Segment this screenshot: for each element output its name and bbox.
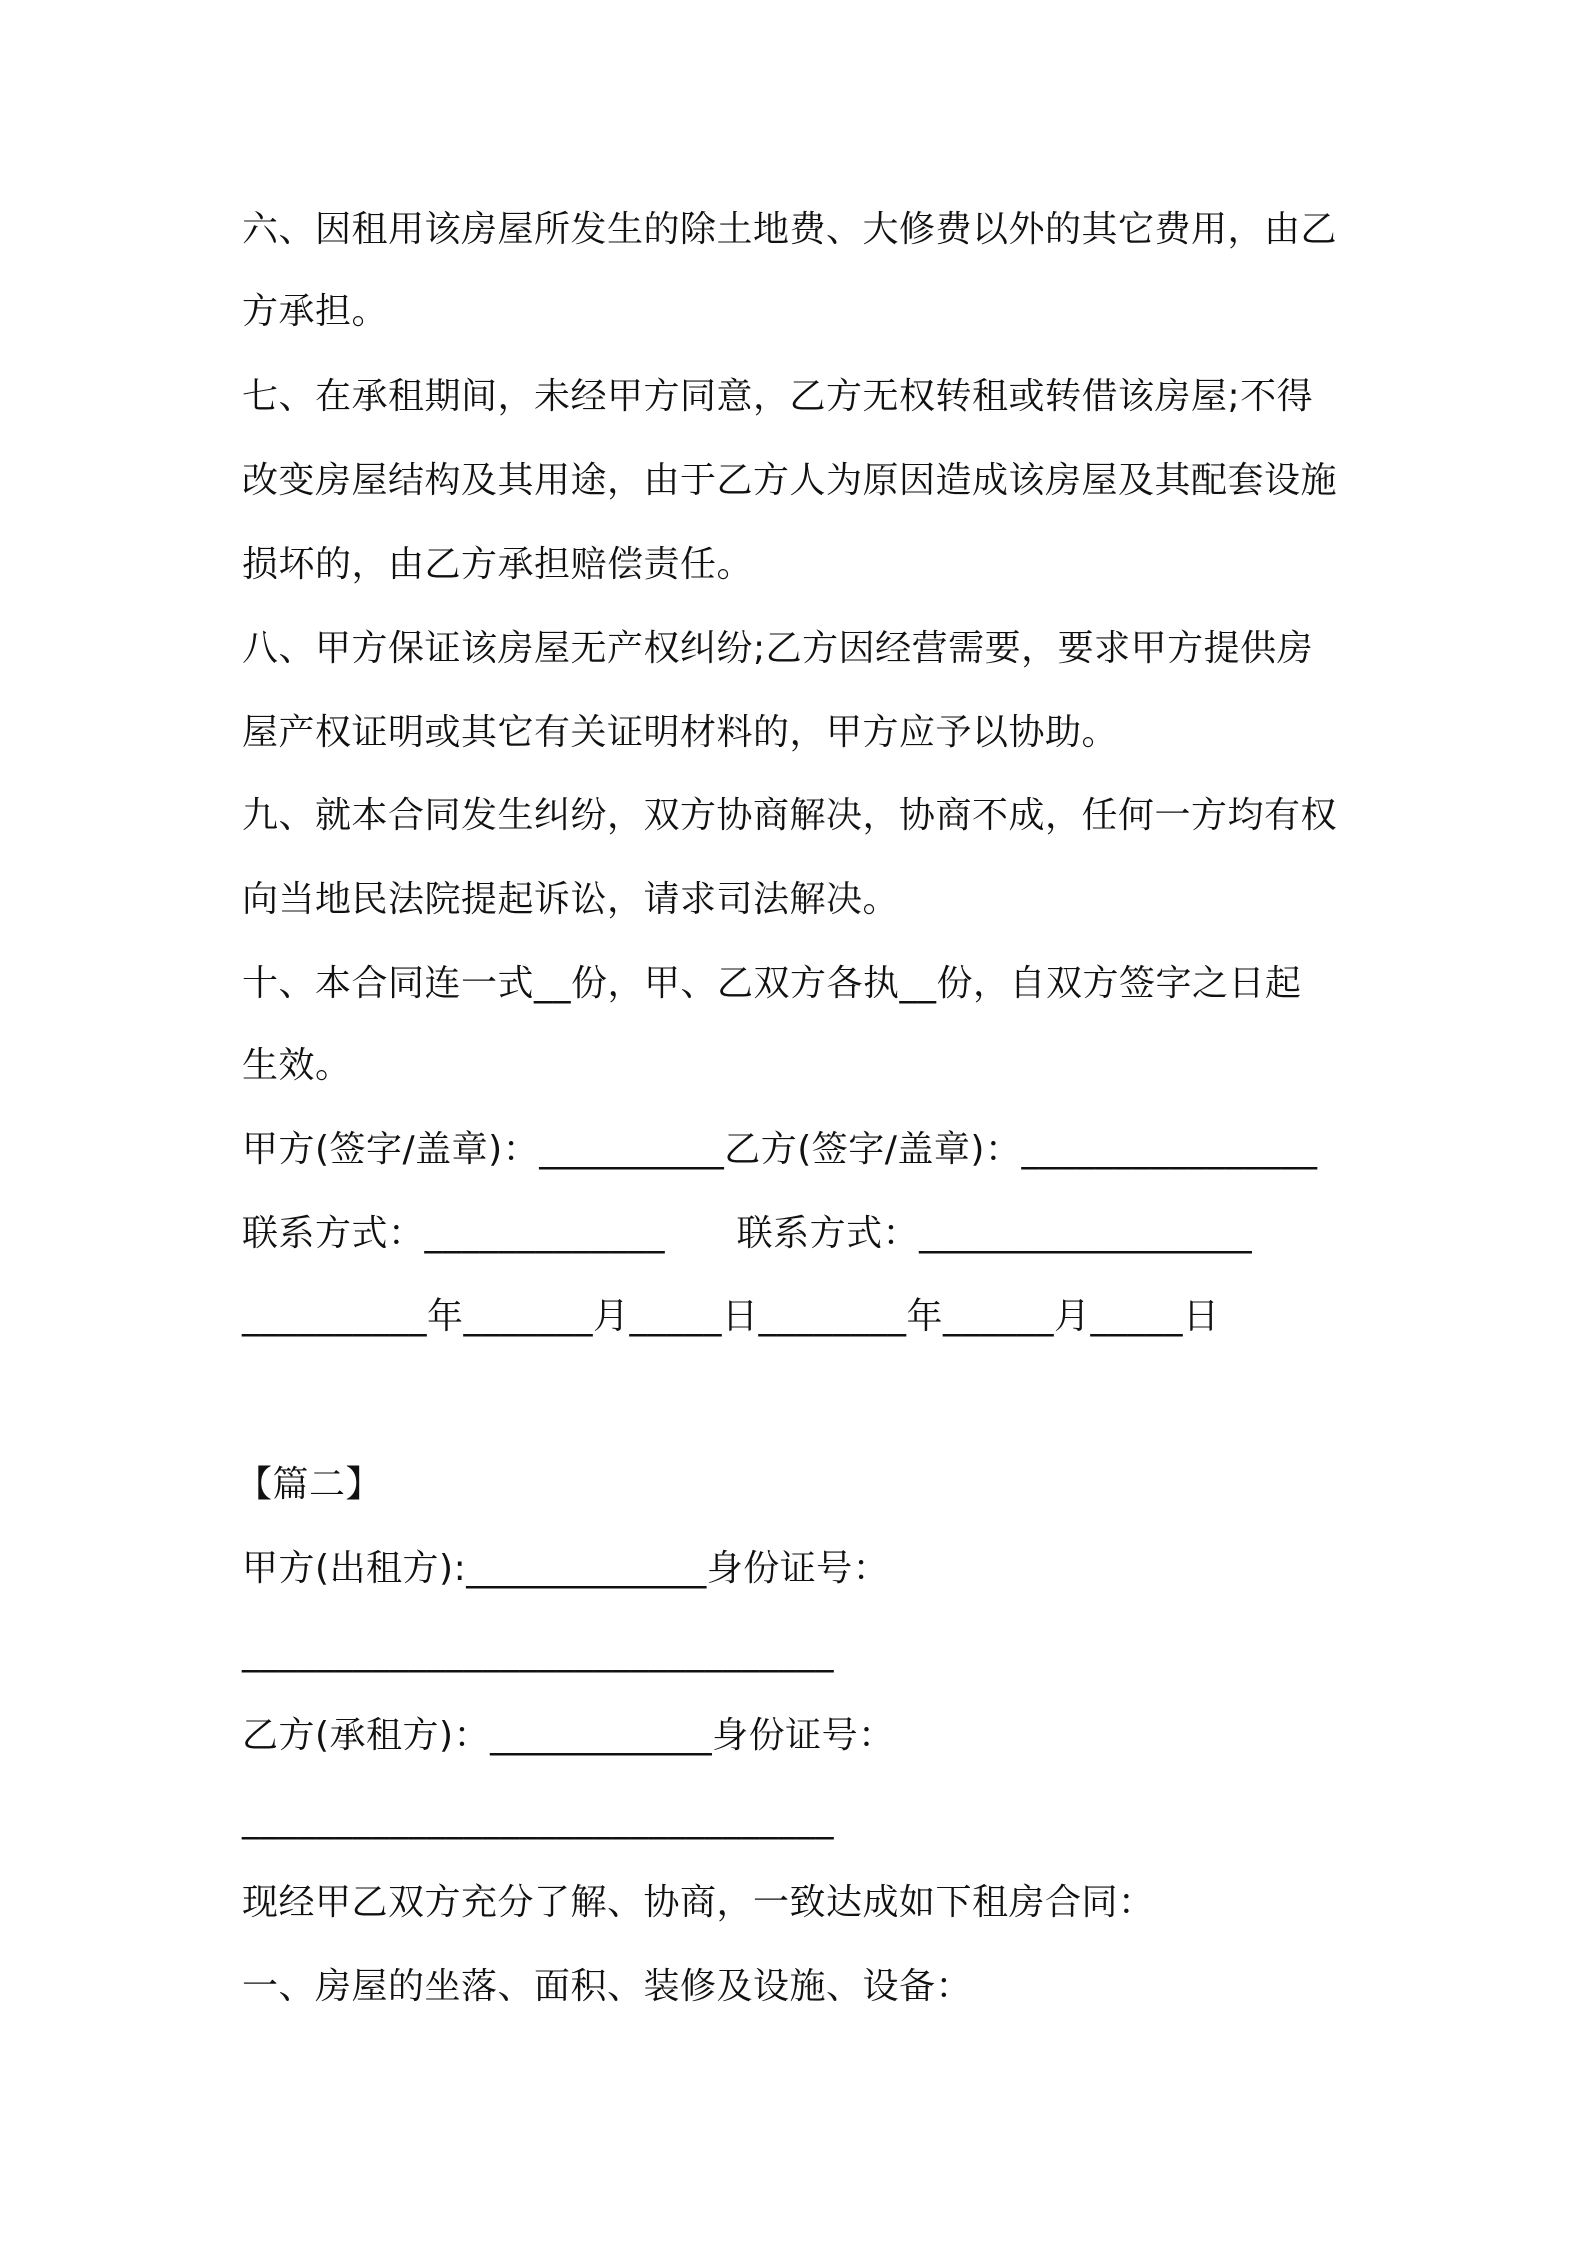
section-heading-part-two: 【篇二】 (236, 1464, 383, 1505)
clause-7-line-3: 损坏的，由乙方承担赔偿责任。 (242, 544, 754, 585)
clause-6-line-1: 六、因租用该房屋所发生的除土地费、大修费以外的其它费用，由乙 (242, 209, 1338, 250)
date-line: __________年_______月_____日________年______月_____日 (242, 1296, 1220, 1337)
clause-6-line-2: 方承担。 (242, 291, 389, 332)
contact-line: 联系方式：_____________ 联系方式：__________________ (242, 1213, 1253, 1254)
clause-10-line-1: 十、本合同连一式__份，甲、乙双方各执__份，自双方签字之日起 (242, 963, 1302, 1004)
clause-8-line-1: 八、甲方保证该房屋无产权纠纷;乙方因经营需要，要求甲方提供房 (242, 628, 1314, 669)
party-b-line: 乙方(承租方)：____________身份证号： (242, 1715, 895, 1756)
signature-line: 甲方(签字/盖章)：__________乙方(签字/盖章)：________________ (242, 1129, 1318, 1170)
party-a-line: 甲方(出租方):_____________身份证号： (242, 1548, 890, 1589)
clause-7-line-2: 改变房屋结构及其用途，由于乙方人为原因造成该房屋及其配套设施 (242, 460, 1338, 501)
party-a-id-blank: ________________________________ (242, 1632, 834, 1673)
intro-paragraph: 现经甲乙双方充分了解、协商，一致达成如下租房合同： (242, 1882, 1155, 1923)
clause-1-heading: 一、房屋的坐落、面积、装修及设施、设备： (242, 1966, 973, 2007)
clause-9-line-2: 向当地民法院提起诉讼，请求司法解决。 (242, 879, 900, 920)
clause-8-line-2: 屋产权证明或其它有关证明材料的，甲方应予以协助。 (242, 712, 1119, 753)
clause-9-line-1: 九、就本合同发生纠纷，双方协商解决，协商不成，任何一方均有权 (242, 795, 1338, 836)
clause-7-line-1: 七、在承租期间，未经甲方同意，乙方无权转租或转借该房屋;不得 (242, 376, 1314, 417)
clause-10-line-2: 生效。 (242, 1045, 352, 1086)
party-b-id-blank: ________________________________ (242, 1799, 834, 1840)
